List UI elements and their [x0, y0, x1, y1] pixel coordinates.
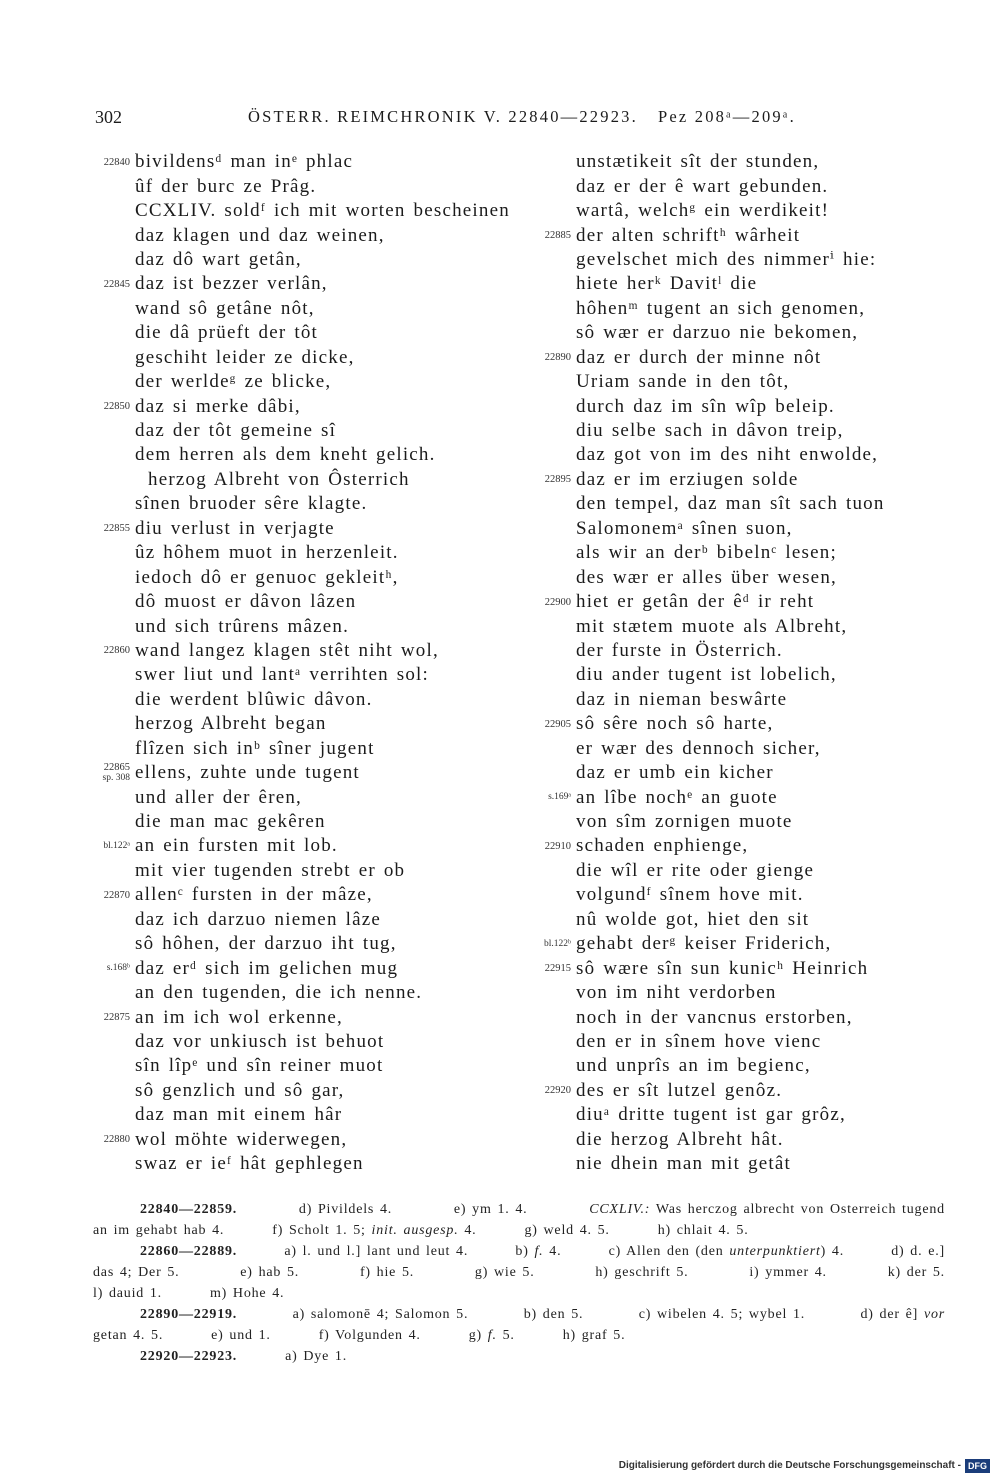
footnote-note: a) Dye 1. — [285, 1348, 348, 1364]
line-margin — [90, 645, 130, 656]
verse-text: der alten schriftʰ wârheit — [576, 224, 801, 246]
verse-text: mit vier tugenden strebt er ob — [135, 859, 406, 881]
verse-line — [528, 956, 973, 980]
verse-line — [90, 908, 530, 932]
pez-reference: Pez 208ᵃ—209ᵃ. — [658, 107, 796, 126]
verse-text: die man mac gekêren — [135, 811, 326, 833]
footnote-line — [93, 1325, 945, 1346]
verse-line — [528, 150, 973, 174]
verse-text: den tempel, daz man sît sach tuon — [576, 493, 885, 515]
verse-text: schaden enphienge, — [576, 835, 749, 857]
verse-text: sînen bruoder sêre klagte. — [135, 493, 368, 515]
verse-line — [90, 859, 530, 883]
verse-line — [90, 590, 530, 614]
verse-line — [528, 614, 973, 638]
verse-text: herzog Albreht began — [135, 713, 327, 735]
verse-text: daz er durch der minne nôt — [576, 346, 822, 368]
verse-text: die herzog Albreht hât. — [576, 1128, 784, 1150]
verse-line — [90, 1030, 530, 1054]
footnote-note: e) und 1. — [211, 1327, 271, 1343]
verse-text: Uriam sande in den tôt, — [576, 371, 790, 393]
verse-text: volgundᶠ sînem hove mit. — [576, 884, 804, 906]
verse-line — [528, 639, 973, 663]
verse-text: hiete herᵏ Davitˡ die — [576, 273, 758, 295]
verse-text: daz er umb ein kicher — [576, 762, 774, 784]
verse-text: und aller der êren, — [135, 786, 303, 808]
footnote-note: d) Pivildels 4. — [298, 1202, 393, 1218]
verse-line — [528, 565, 973, 589]
verse-line — [528, 223, 973, 247]
footnote-note — [861, 1307, 946, 1323]
verse-text: daz in nieman beswârte — [576, 688, 788, 710]
verse-line — [528, 346, 973, 370]
verse-line — [90, 1152, 530, 1176]
footnote-verse-range: 22890—22919. — [140, 1306, 238, 1322]
verse-text: hôhenᵐ tugent an sich genomen, — [576, 297, 866, 319]
line-margin — [528, 352, 571, 363]
footnote-italic: vor — [923, 1306, 945, 1322]
verse-line — [90, 297, 530, 321]
verse-text: der furste in Österrich. — [576, 639, 783, 661]
digitization-credit — [619, 1458, 990, 1473]
verse-line — [90, 737, 530, 761]
verse-line — [90, 370, 530, 394]
verse-line — [528, 883, 973, 907]
verse-line — [90, 1005, 530, 1029]
line-margin — [90, 762, 130, 784]
footnote-italic: init. ausgesp. — [371, 1223, 459, 1239]
line-margin — [90, 1012, 130, 1023]
verse-text: und sich trûrens mâzen. — [135, 615, 350, 637]
verse-line — [90, 932, 530, 956]
verse-line — [90, 1079, 530, 1103]
verse-text: iedoch dô er genuoc gekleitʰ, — [135, 566, 399, 588]
verse-line — [90, 223, 530, 247]
footnote-line — [93, 1221, 945, 1242]
verse-line — [90, 785, 530, 809]
verse-text: daz man mit einem hâr — [135, 1104, 343, 1126]
verse-text: sô wære sîn sun kunicʰ Heinrich — [576, 957, 869, 979]
verse-text: swaz er ieᶠ hât gephlegen — [135, 1153, 364, 1175]
footnote-text: Was herczog albrecht von Osterreich tugend — [655, 1202, 945, 1218]
verse-line — [528, 859, 973, 883]
line-number: 22875 — [103, 1012, 130, 1024]
verse-text: daz got von im des niht enwolde, — [576, 444, 879, 466]
verse-line — [528, 1103, 973, 1127]
margin-reference: s.168ᵇ — [106, 963, 130, 974]
line-number: 22855 — [103, 523, 130, 535]
footnote-note: b) den 5. — [523, 1306, 584, 1322]
verse-line — [528, 663, 973, 687]
verse-line — [528, 297, 973, 321]
credit-text: Digitalisierung gefördert durch die Deutsche Forschungsgemeinschaft - — [618, 1460, 961, 1471]
footnote-text: 5. — [502, 1327, 515, 1343]
verse-line — [528, 761, 973, 785]
footnote-note: k) der 5. — [887, 1265, 945, 1281]
line-margin — [90, 523, 130, 534]
verse-line — [90, 517, 530, 541]
footnote-verse-range: 22920—22923. — [140, 1348, 238, 1364]
verse-line — [528, 688, 973, 712]
verse-line — [528, 248, 973, 272]
verse-text: gehabt derᵍ keiser Friderich, — [576, 933, 832, 955]
verse-text: dô muost er dâvon lâzen — [135, 591, 357, 613]
footnote-note: g) weld 4. 5. — [524, 1223, 610, 1239]
verse-line — [90, 639, 530, 663]
verse-line — [90, 394, 530, 418]
footnote-note: an im gehabt hab 4. — [93, 1223, 225, 1239]
verse-text: mit stætem muote als Albreht, — [576, 615, 848, 637]
footnote-note: e) hab 5. — [240, 1265, 300, 1281]
verse-text: diu verlust in verjagte — [135, 517, 335, 539]
verse-text: herzog Albreht von Ôsterrich — [148, 468, 410, 490]
verse-line — [528, 908, 973, 932]
line-number: 22865 — [103, 762, 130, 774]
verse-text: an ein fursten mit lob. — [135, 835, 338, 857]
verse-line — [90, 1103, 530, 1127]
verse-text: daz erᵈ sich im gelichen mug — [135, 957, 399, 979]
footnote-note: a) l. und l.] lant und leut 4. — [284, 1244, 469, 1260]
verse-line — [90, 419, 530, 443]
line-margin — [90, 279, 130, 290]
verse-line — [528, 590, 973, 614]
verse-line — [528, 199, 973, 223]
verse-line — [90, 150, 530, 174]
verse-text: daz ich darzuo niemen lâze — [135, 908, 381, 930]
line-margin — [528, 792, 571, 803]
line-margin — [528, 474, 571, 485]
footnote-note: h) chlait 4. 5. — [657, 1223, 749, 1239]
line-number: 22905 — [544, 718, 571, 730]
verse-line — [528, 370, 973, 394]
verse-line — [528, 932, 973, 956]
verse-text: gevelschet mich des nimmerⁱ hie: — [576, 249, 877, 271]
footnote-italic: CCXLIV.: — [589, 1202, 651, 1218]
line-number: 22920 — [544, 1085, 571, 1097]
verse-line — [528, 272, 973, 296]
line-number: 22845 — [103, 278, 130, 290]
footnote-italic: unterpunktiert — [729, 1244, 821, 1260]
verse-text: sô sêre noch sô harte, — [576, 713, 774, 735]
line-number: 22850 — [103, 401, 130, 413]
verse-line — [90, 663, 530, 687]
footnote-text: f) Scholt 1. 5; — [272, 1223, 366, 1239]
verse-line — [528, 468, 973, 492]
line-margin — [528, 963, 571, 974]
right-verse-column — [528, 150, 973, 1176]
verse-text: hiet er getân der êᵈ ir reht — [576, 591, 815, 613]
footnote-line — [93, 1346, 945, 1367]
verse-text: diu ander tugent ist lobelich, — [576, 664, 837, 686]
footnote-note: h) graf 5. — [562, 1327, 626, 1343]
verse-text: diu selbe sach in dâvon treip, — [576, 420, 844, 442]
verse-text: daz si merke dâbi, — [135, 395, 301, 417]
footnote-note: i) ymmer 4. — [749, 1265, 827, 1281]
verse-line — [90, 443, 530, 467]
footnote-note — [589, 1202, 945, 1218]
line-margin — [528, 597, 571, 608]
verse-text: die dâ prüeft der tôt — [135, 322, 319, 344]
verse-line — [90, 688, 530, 712]
footnote-note: h) geschrift 5. — [595, 1265, 689, 1281]
footnote-text: 4. — [549, 1244, 562, 1260]
line-margin — [528, 1085, 571, 1096]
footnote-italic: f. — [534, 1244, 544, 1260]
verse-text: den er in sînem hove vienc — [576, 1030, 822, 1052]
footnote-text: 4. — [464, 1223, 477, 1239]
verse-line — [528, 785, 973, 809]
verse-line — [90, 492, 530, 516]
verse-line — [90, 712, 530, 736]
verse-line — [528, 810, 973, 834]
running-title: ÖSTERR. REIMCHRONIK V. 22840—22923. — [248, 107, 638, 126]
verse-text: von im niht verdorben — [576, 982, 777, 1004]
line-margin — [528, 230, 571, 241]
verse-line — [528, 541, 973, 565]
footnote-line — [93, 1242, 945, 1263]
footnote-apparatus — [93, 1200, 945, 1367]
line-margin — [90, 963, 130, 974]
verse-text: flîzen sich inᵇ sîner jugent — [135, 737, 375, 759]
verse-text: noch in der vancnus erstorben, — [576, 1006, 853, 1028]
verse-text: CCXLIV. soldᶠ ich mit worten bescheinen — [135, 200, 510, 222]
footnote-line — [93, 1200, 945, 1221]
footnote-note: e) ym 1. 4. — [453, 1202, 528, 1218]
footnote-text: b) — [515, 1244, 529, 1260]
line-margin — [528, 939, 571, 950]
footnote-note — [515, 1244, 561, 1260]
verse-line — [528, 321, 973, 345]
verse-line — [90, 272, 530, 296]
line-number: 22910 — [544, 840, 571, 852]
dfg-logo: DFG — [965, 1459, 990, 1473]
verse-line — [90, 199, 530, 223]
verse-line — [528, 174, 973, 198]
verse-line — [528, 712, 973, 736]
footnote-line — [93, 1304, 945, 1325]
line-margin — [90, 401, 130, 412]
footnote-note: f) hie 5. — [359, 1265, 415, 1281]
verse-line — [90, 468, 530, 492]
verse-line — [528, 1128, 973, 1152]
verse-text: diuᵃ dritte tugent ist gar grôz, — [576, 1104, 846, 1126]
verse-text: von sîm zornigen muote — [576, 811, 793, 833]
line-number: 22880 — [103, 1134, 130, 1146]
margin-reference: sp. 308 — [102, 773, 130, 784]
verse-text: wol möhte widerwegen, — [135, 1128, 348, 1150]
line-number: 22900 — [544, 596, 571, 608]
verse-line — [90, 883, 530, 907]
verse-text: daz er im erziugen solde — [576, 468, 799, 490]
footnote-note: das 4; Der 5. — [93, 1265, 180, 1281]
verse-line — [90, 956, 530, 980]
footnote-verse-range: 22840—22859. — [140, 1202, 238, 1218]
verse-text: dem herren als dem kneht gelich. — [135, 444, 436, 466]
line-margin — [90, 1134, 130, 1145]
verse-text: durch daz im sîn wîp beleip. — [576, 395, 835, 417]
verse-line — [90, 541, 530, 565]
verse-text: unstætikeit sît der stunden, — [576, 151, 820, 173]
footnote-note: a) salomonē 4; Salomon 5. — [292, 1306, 469, 1322]
footnote-note: m) Hohe 4. — [209, 1286, 285, 1301]
footnote-note — [469, 1328, 515, 1344]
footnote-note: getan 4. 5. — [93, 1327, 164, 1343]
line-margin — [528, 841, 571, 852]
verse-line — [90, 1128, 530, 1152]
verse-text: daz dô wart getân, — [135, 248, 302, 270]
verse-line — [528, 737, 973, 761]
line-number: 22915 — [544, 963, 571, 975]
verse-text: ûf der burc ze Prâg. — [135, 175, 317, 197]
verse-line — [528, 981, 973, 1005]
verse-line — [90, 810, 530, 834]
margin-reference: s.169ᵃ — [548, 792, 571, 803]
verse-line — [90, 981, 530, 1005]
footnote-text: ) 4. — [820, 1244, 845, 1260]
verse-line — [528, 1054, 973, 1078]
verse-line — [90, 248, 530, 272]
footnote-note: f) Volgunden 4. — [318, 1327, 421, 1343]
page-number: 302 — [95, 107, 122, 127]
line-number: 22860 — [103, 645, 130, 657]
footnote-verse-range: 22860—22889. — [140, 1244, 238, 1260]
margin-reference: bl.122ᵃ — [103, 841, 130, 852]
verse-line — [528, 419, 973, 443]
margin-reference: bl.122ᵇ — [544, 938, 571, 949]
verse-line — [90, 346, 530, 370]
left-verse-column — [90, 150, 530, 1176]
line-margin — [90, 841, 130, 852]
verse-text: geschiht leider ze dicke, — [135, 346, 355, 368]
verse-line — [528, 1152, 973, 1176]
verse-text: bivildensᵈ man inᵉ phlac — [135, 151, 354, 173]
verse-line — [528, 517, 973, 541]
verse-line — [90, 614, 530, 638]
verse-text: daz vor unkiusch ist behuot — [135, 1030, 385, 1052]
verse-text: Salomonemᵃ sînen suon, — [576, 517, 793, 539]
verse-text: sô hôhen, der darzuo iht tug, — [135, 933, 397, 955]
footnote-note — [272, 1223, 476, 1239]
verse-line — [528, 492, 973, 516]
verse-line — [90, 1054, 530, 1078]
verse-text: die wîl er rite oder gienge — [576, 859, 815, 881]
verse-line — [528, 1030, 973, 1054]
verse-text: und unprîs an im begienc, — [576, 1055, 811, 1077]
verse-text: nû wolde got, hiet den sit — [576, 908, 810, 930]
line-margin — [90, 890, 130, 901]
verse-text: daz der tôt gemeine sî — [135, 420, 337, 442]
verse-text: die werdent blûwic dâvon. — [135, 688, 373, 710]
verse-text: als wir an derᵇ bibelnᶜ lesen; — [576, 542, 837, 564]
verse-line — [528, 834, 973, 858]
footnote-note: d) d. e.] — [891, 1244, 945, 1260]
verse-text: nie dhein man mit getât — [576, 1153, 791, 1175]
verse-line — [528, 443, 973, 467]
line-number: 22895 — [544, 474, 571, 486]
verse-text: sô wær er darzuo nie bekomen, — [576, 322, 859, 344]
line-number: 22885 — [544, 230, 571, 242]
verse-line — [90, 761, 530, 785]
verse-line — [528, 1079, 973, 1103]
verse-line — [90, 174, 530, 198]
verse-text: des er sît lutzel genôz. — [576, 1079, 783, 1101]
verse-line — [90, 321, 530, 345]
verse-text: daz klagen und daz weinen, — [135, 224, 385, 246]
line-number: 22840 — [103, 156, 130, 168]
footnote-note — [609, 1244, 844, 1260]
footnote-line — [93, 1284, 945, 1305]
line-number: 22870 — [103, 889, 130, 901]
verse-line — [528, 1005, 973, 1029]
verse-text: der werldeᵍ ze blicke, — [135, 371, 332, 393]
line-margin — [90, 157, 130, 168]
verse-text: wartâ, welchᵍ ein werdikeit! — [576, 200, 830, 222]
footnote-text: d) der ê] — [860, 1306, 919, 1322]
footnote-note: c) wibelen 4. 5; wybel 1. — [638, 1306, 806, 1322]
footnote-text: c) Allen den (den — [608, 1244, 724, 1260]
verse-text: swer liut und lantᵃ verrihten sol: — [135, 664, 429, 686]
footnote-line — [93, 1263, 945, 1284]
verse-text: an den tugenden, die ich nenne. — [135, 982, 423, 1004]
verse-text: wand langez klagen stêt niht wol, — [135, 639, 439, 661]
verse-text: er wær des dennoch sicher, — [576, 737, 821, 759]
verse-text: allenᶜ fursten in der mâze, — [135, 884, 373, 906]
verse-text: ellens, zuhte unde tugent — [135, 762, 360, 784]
verse-text: des wær er alles über wesen, — [576, 566, 837, 588]
verse-line — [90, 834, 530, 858]
verse-text: ûz hôhem muot in herzenleit. — [135, 542, 399, 564]
footnote-text: g) — [468, 1327, 482, 1343]
verse-line — [90, 565, 530, 589]
verse-text: sô genzlich und sô gar, — [135, 1079, 345, 1101]
verse-text: wand sô getâne nôt, — [135, 297, 315, 319]
verse-text: daz er der ê wart gebunden. — [576, 175, 829, 197]
footnote-italic: f. — [487, 1327, 497, 1343]
footnote-note: l) dauid 1. — [93, 1286, 162, 1301]
verse-text: sîn lîpᵉ und sîn reiner muot — [135, 1055, 384, 1077]
verse-text: an im ich wol erkenne, — [135, 1006, 343, 1028]
line-margin — [528, 719, 571, 730]
line-number: 22890 — [544, 352, 571, 364]
footnote-note: g) wie 5. — [474, 1265, 535, 1281]
verse-line — [528, 394, 973, 418]
verse-text: daz ist bezzer verlân, — [135, 273, 328, 295]
verse-text: an lîbe nochᵉ an guote — [576, 786, 778, 808]
